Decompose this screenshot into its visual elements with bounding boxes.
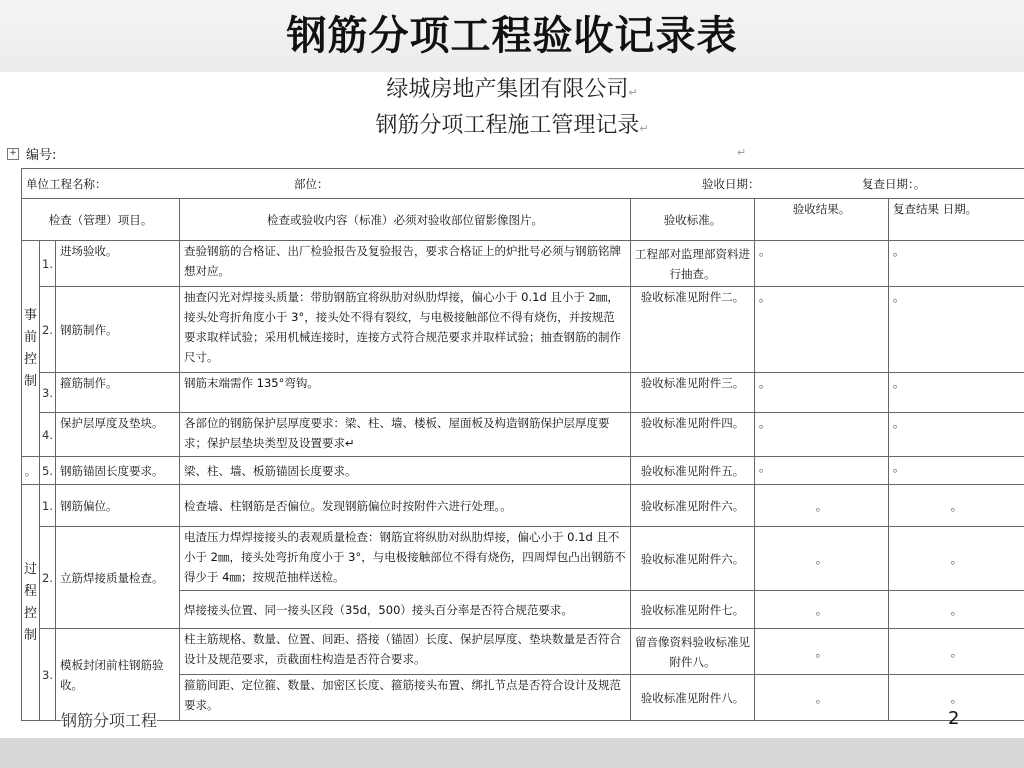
record-subtitle: 钢筋分项工程施工管理记录↵ [375, 113, 649, 138]
col-content-header: 检查或验收内容（标准）必须对验收部位留影像图片。 [180, 199, 631, 241]
row-recheck: 。 [889, 413, 1024, 457]
page-number: 2 [948, 708, 960, 729]
row-item: 钢筋偏位。 [56, 485, 180, 527]
row-result: 。 [755, 591, 889, 629]
row-content: 柱主筋规格、数量、位置、间距、搭接（锚固）长度、保护层厚度、垫块数量是否符合设计及规范要求，贡截面柱构造是否符合要求。 [180, 629, 631, 675]
row-content: 查验钢筋的合格证、出厂检验报告及复验报告，要求合格证上的炉批号必须与钢筋铭牌想对应。 [180, 241, 631, 287]
phase-process-control: 过程控制 [22, 485, 40, 721]
row-number: 2. [40, 527, 56, 629]
row-recheck: 。 [889, 287, 1024, 373]
row-content: 箍筋间距、定位箍、数量、加密区长度、箍筋接头布置、绑扎节点是否符合设计及规范要求。 [180, 675, 631, 721]
row-standard: 验收标准见附件四。 [631, 413, 755, 457]
row-standard: 留音像资料验收标准见附件八。 [631, 629, 755, 675]
col-recheck-header: 复查结果 日期。 [889, 199, 1024, 241]
project-name-label: 单位工程名称： [26, 176, 107, 191]
table-row [22, 241, 1024, 287]
table-row [22, 413, 1024, 457]
row-content: 电渣压力焊焊接接头的表观质量检查：钢筋宜将纵肋对纵肋焊接，偏心小于 0.1d 且不小于 2㎜，接头处弯折角度小于 3°，与电极接触部位不得有烧伤，四周焊包凸出钢筋不得少于 4㎜；按规范抽样送检。 [180, 527, 631, 591]
phase-mark: 。 [22, 457, 40, 485]
table-row [22, 373, 1024, 413]
row-standard: 验收标准见附件二。 [631, 287, 755, 373]
row-number: 2. [40, 287, 56, 373]
location-label: 部位： [294, 176, 329, 191]
row-result: 。 [755, 413, 889, 457]
table-row [22, 287, 1024, 373]
row-result: 。 [755, 287, 889, 373]
row-item: 进场验收。 [56, 241, 180, 287]
row-item: 钢筋制作。 [56, 287, 180, 373]
paragraph-mark: ↵ [737, 146, 747, 159]
row-standard: 验收标准见附件七。 [631, 591, 755, 629]
code-label: 编号: [26, 148, 57, 163]
row-content: 焊接接头位置、同一接头区段（35d，500）接头百分率是否符合规范要求。 [180, 591, 631, 629]
row-standard: 验收标准见附件八。 [631, 675, 755, 721]
row-recheck: 。 [889, 457, 1024, 485]
row-recheck: 。 [889, 527, 1024, 591]
row-item: 保护层厚度及垫块。 [56, 413, 180, 457]
row-result: 。 [755, 485, 889, 527]
row-result: 。 [755, 629, 889, 675]
header-info-row [22, 169, 1024, 199]
table-row [22, 485, 1024, 527]
company-name: 绿城房地产集团有限公司↵ [386, 77, 638, 102]
row-content: 抽查闪光对焊接头质量：带肋钢筋宜将纵肋对纵肋焊接，偏心小于 0.1d 且小于 2㎜，接头处弯折角度小于 3°，接头处不得有裂纹，与电极接触部位不得有烧伤，并按规范要求取样试验；采用机械连接时，连接方式符合规范要求并取样试验；抽查钢筋的制作尺寸。 [180, 287, 631, 373]
row-standard: 工程部对监理部资料进行抽查。 [631, 241, 755, 287]
row-number: 3. [40, 373, 56, 413]
row-number: 4. [40, 413, 56, 457]
col-standard-header: 验收标准。 [631, 199, 755, 241]
row-recheck: 。 [889, 591, 1024, 629]
row-content: 梁、柱、墙、板筋锚固长度要求。 [180, 457, 631, 485]
row-recheck: 。 [889, 485, 1024, 527]
row-standard: 验收标准见附件六。 [631, 527, 755, 591]
recheck-date-label: 复查日期：。 [862, 176, 926, 191]
row-item: 钢筋锚固长度要求。 [56, 457, 180, 485]
row-result: 。 [755, 373, 889, 413]
row-content: 各部位的钢筋保护层厚度要求：梁、柱、墙、楼板、屋面板及构造钢筋保护层厚度要求；保护层垫块类型及设置要求↵ [180, 413, 631, 457]
row-result: 。 [755, 457, 889, 485]
row-recheck: 。 [889, 241, 1024, 287]
row-standard: 验收标准见附件三。 [631, 373, 755, 413]
column-header-row [22, 199, 1024, 241]
table-row [22, 457, 1024, 485]
row-result: 。 [755, 241, 889, 287]
footer-title: 钢筋分项工程 [61, 708, 157, 731]
slide-title: 钢筋分项工程验收记录表 [286, 12, 738, 59]
row-recheck: 。 [889, 373, 1024, 413]
row-item: 立筋焊接质量检查。 [56, 527, 180, 629]
row-result: 。 [755, 527, 889, 591]
row-number: 1. [40, 241, 56, 287]
inspection-table [21, 168, 1024, 721]
document-scan [0, 72, 1024, 737]
row-result: 。 [755, 675, 889, 721]
table-row [22, 629, 1024, 675]
row-content: 检查墙、柱钢筋是否偏位。发现钢筋偏位时按附件六进行处理。。 [180, 485, 631, 527]
row-recheck: 。 [889, 629, 1024, 675]
row-standard: 验收标准见附件六。 [631, 485, 755, 527]
row-item: 模板封闭前柱钢筋验收。 [56, 629, 180, 721]
row-number: 1. [40, 485, 56, 527]
col-result-header: 验收结果。 [755, 199, 889, 241]
row-recheck: 。 [889, 675, 1024, 721]
row-number: 3. [40, 629, 56, 721]
row-standard: 验收标准见附件五。 [631, 457, 755, 485]
footer-band [0, 738, 1024, 768]
row-number: 5. [40, 457, 56, 485]
table-move-handle-icon[interactable]: + [7, 148, 19, 160]
phase-pre-control: 事前控制 [22, 241, 40, 457]
col-item-header: 检查（管理）项目。 [22, 199, 180, 241]
row-item: 箍筋制作。 [56, 373, 180, 413]
accept-date-label: 验收日期： [702, 176, 760, 191]
table-row [22, 527, 1024, 591]
row-content: 钢筋末端需作 135°弯钩。 [180, 373, 631, 413]
